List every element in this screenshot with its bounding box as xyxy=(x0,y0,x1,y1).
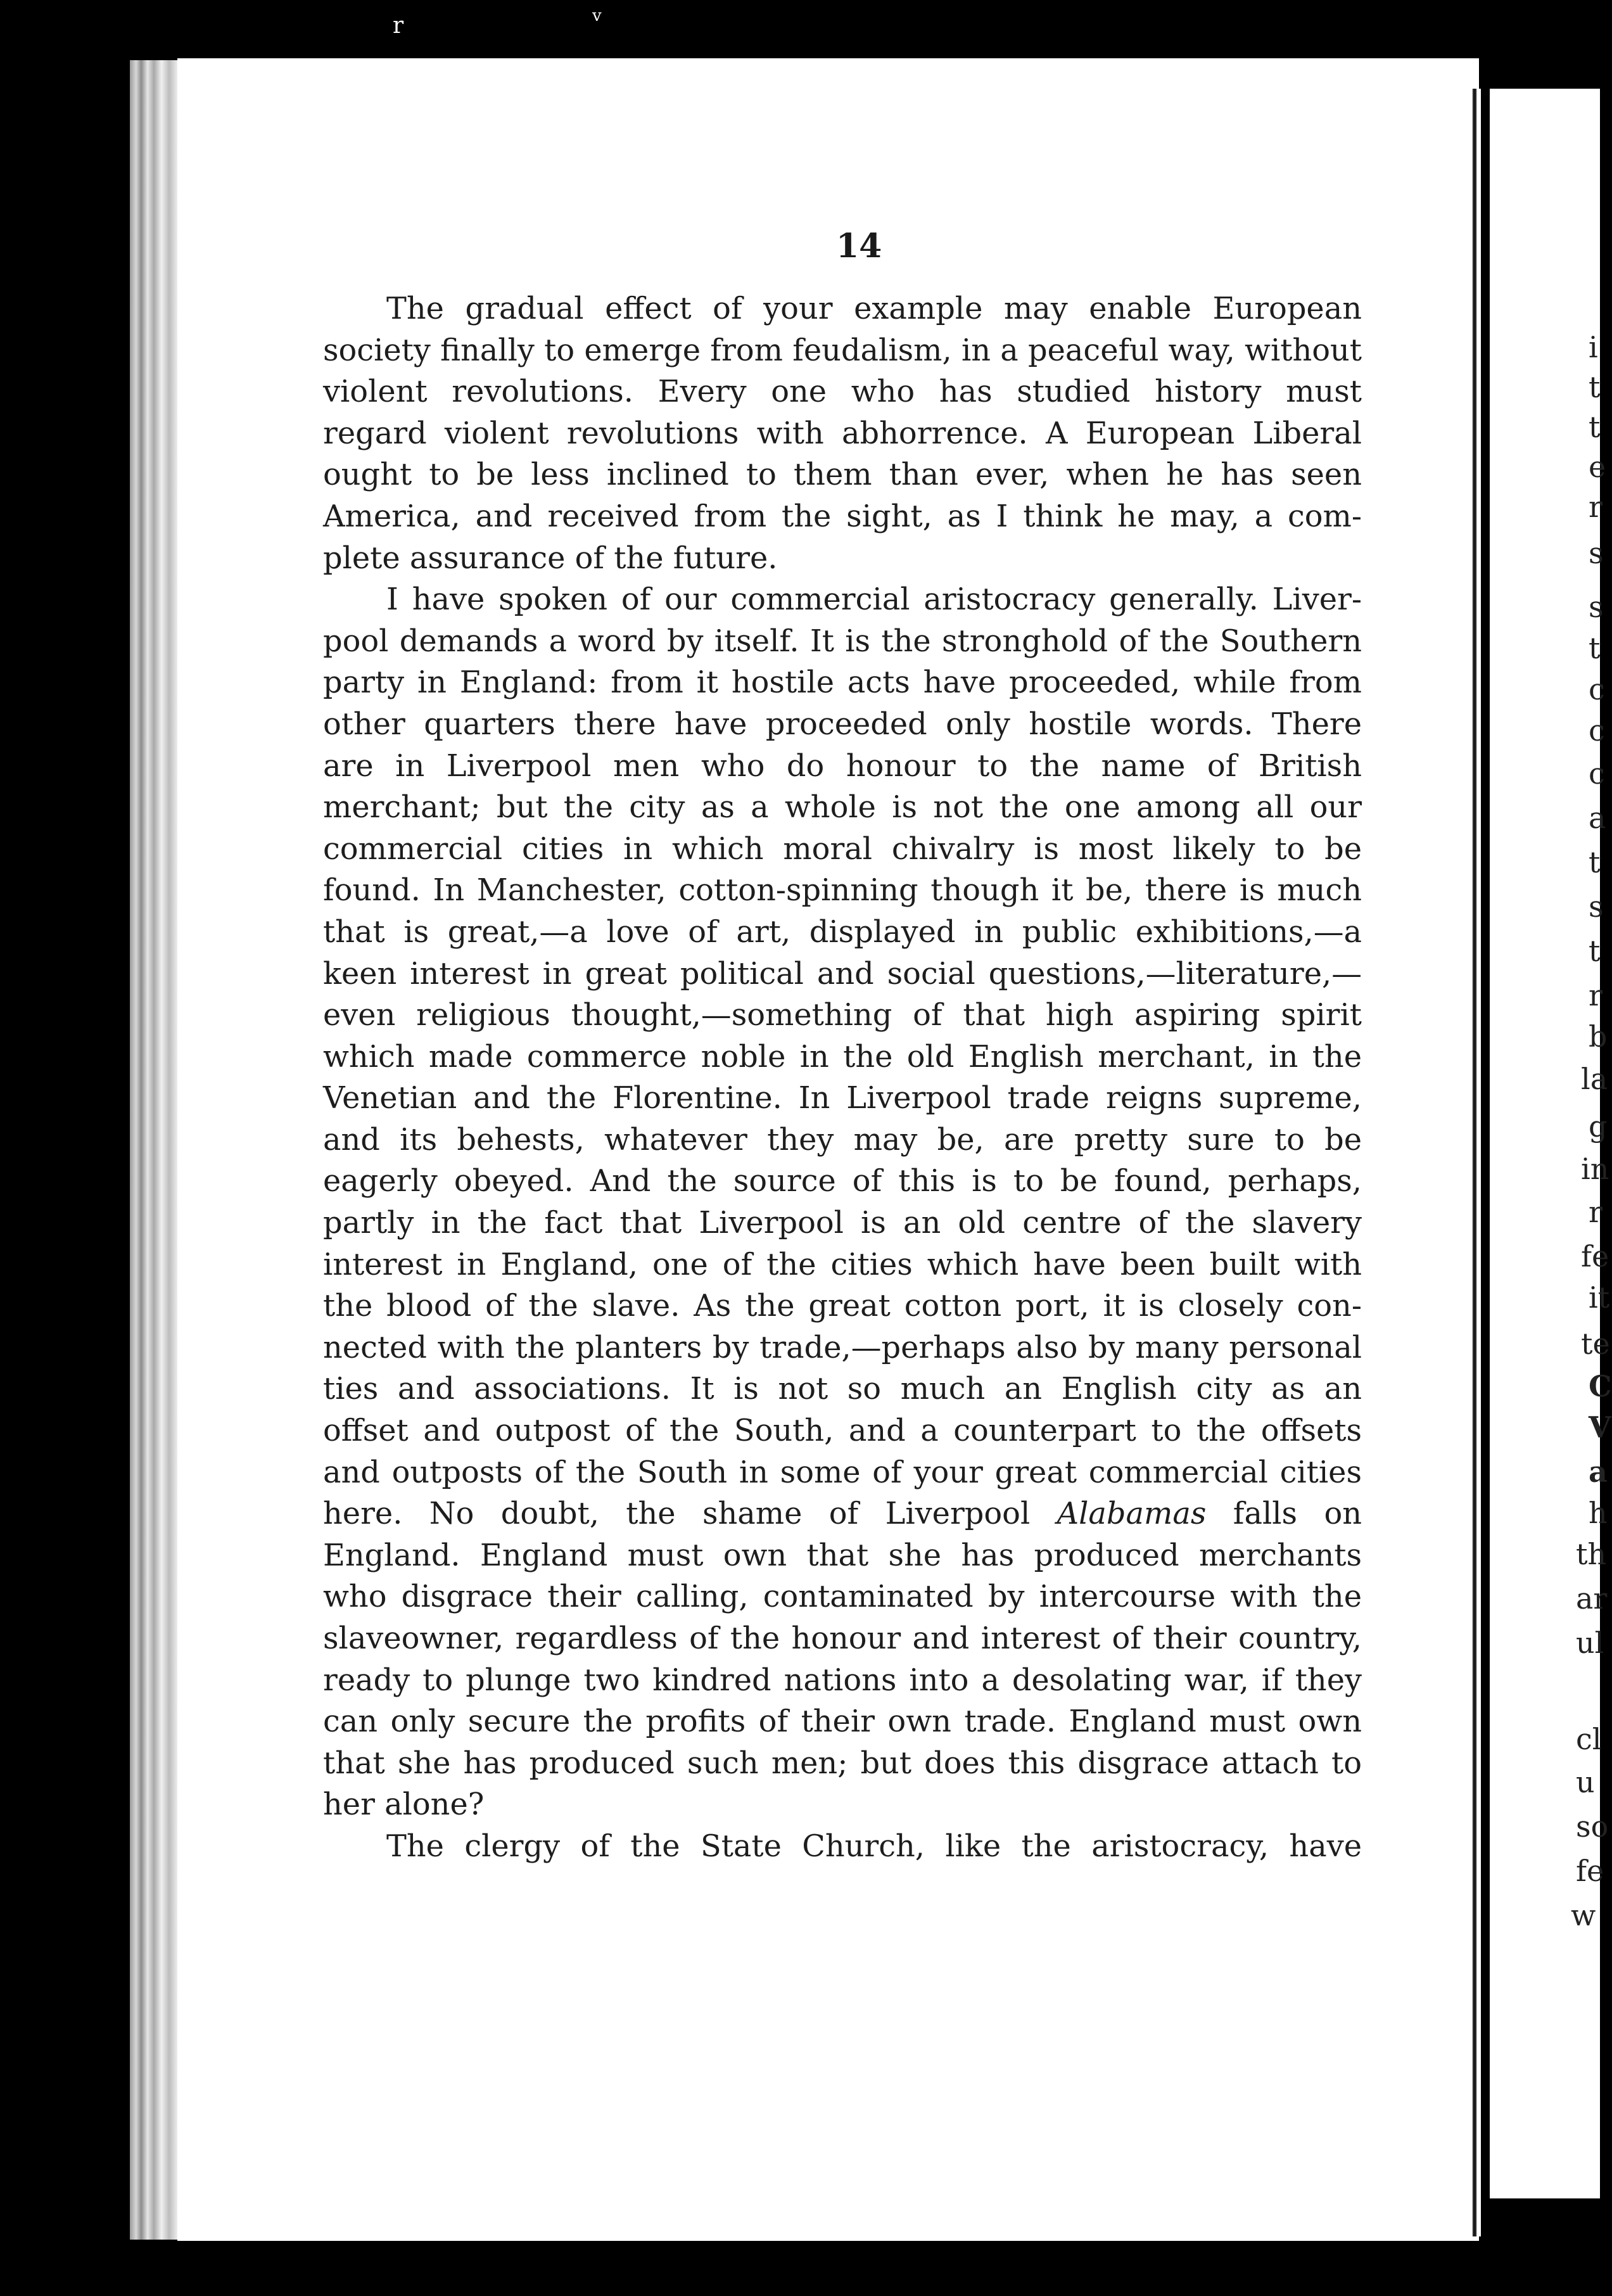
text-line: regard violent revolutions with abhorrence. A European Liberal xyxy=(323,416,1362,451)
facing-page-fragment: u xyxy=(1576,1765,1595,1799)
text-line: other quarters there have proceeded only hostile words. There xyxy=(323,706,1362,742)
facing-page-fragment: a xyxy=(1589,801,1606,835)
scan-mark: r xyxy=(393,13,404,39)
facing-page-fragment: s xyxy=(1589,590,1604,624)
text-line: found. In Manchester, cotton-spinning though it be, there is much xyxy=(323,873,1362,909)
text-line: that is great,—a love of art, displayed in public exhibitions,—a xyxy=(323,914,1362,950)
text-line: merchant; but the city as a whole is not the one among all our xyxy=(323,790,1362,826)
facing-page-fragment: t xyxy=(1589,934,1601,968)
facing-page-fragment: a xyxy=(1589,1455,1608,1489)
text-line: I have spoken of our commercial aristocracy generally. Liver- xyxy=(386,582,1362,618)
facing-page-fragment: r xyxy=(1589,490,1602,524)
text-line: The clergy of the State Church, like the aristocracy, have xyxy=(386,1828,1362,1864)
facing-page-fragment: th xyxy=(1576,1537,1607,1571)
body-text xyxy=(323,288,1362,1868)
facing-page-fragment: s xyxy=(1589,890,1604,924)
facing-page-fragment: i xyxy=(1589,330,1598,364)
facing-page-fragment: cl xyxy=(1576,1722,1602,1756)
facing-page-fragment: r xyxy=(1589,1195,1602,1229)
text-line: and its behests, whatever they may be, are pretty sure to be xyxy=(323,1122,1362,1158)
text-line: The gradual effect of your example may enable European xyxy=(386,291,1362,326)
text-segment: falls on xyxy=(1206,1496,1362,1532)
facing-page-fragment: s xyxy=(1589,536,1604,570)
facing-page-fragment: ul xyxy=(1576,1626,1604,1660)
text-line: partly in the fact that Liverpool is an old centre of the slavery xyxy=(323,1206,1362,1241)
text-line: the blood of the slave. As the great cotton port, it is closely con- xyxy=(323,1289,1362,1324)
text-line: eagerly obeyed. And the source of this is to be found, perhaps, xyxy=(323,1164,1362,1199)
text-line-alabamas xyxy=(323,1493,1362,1535)
text-line: ties and associations. It is not so much an English city as an xyxy=(323,1372,1362,1407)
facing-page-fragment: fe xyxy=(1581,1239,1609,1273)
text-line: that she has produced such men; but does this disgrace attach to xyxy=(323,1745,1362,1781)
facing-page-fragment: r xyxy=(1589,978,1602,1012)
facing-page-fragment: c xyxy=(1589,756,1605,791)
text-line: Venetian and the Florentine. In Liverpool trade reigns supreme, xyxy=(323,1081,1362,1116)
text-line: and outposts of the South in some of your great commercial cities xyxy=(323,1455,1362,1490)
text-line: England. England must own that she has produced merchants xyxy=(323,1538,1362,1573)
text-line: which made commerce noble in the old English merchant, in the xyxy=(323,1039,1362,1075)
facing-page-fragment: c xyxy=(1589,672,1605,706)
facing-page-fragment: te xyxy=(1581,1327,1610,1361)
facing-page-fragment: h xyxy=(1589,1496,1608,1530)
page-number: 14 xyxy=(836,227,882,265)
text-line: keen interest in great political and social questions,—literature,— xyxy=(323,956,1362,992)
text-line: ought to be less inclined to them than ever, when he has seen xyxy=(323,457,1362,493)
facing-page-fragment: c xyxy=(1589,713,1605,748)
text-line: interest in England, one of the cities which have been built with xyxy=(323,1247,1362,1282)
text-line: violent revolutions. Every one who has studied history must xyxy=(323,374,1362,410)
facing-page-fragment: la xyxy=(1581,1062,1608,1096)
text-segment: here. No doubt, the shame of Liverpool xyxy=(323,1496,1057,1532)
text-line: society finally to emerge from feudalism, in a peaceful way, without xyxy=(323,333,1362,368)
ship-name-italic: Alabamas xyxy=(1057,1496,1207,1532)
facing-page-fragment: b xyxy=(1589,1019,1608,1054)
text-line: ready to plunge two kindred nations into a desolating war, if they xyxy=(323,1662,1362,1698)
facing-page-fragment: fe xyxy=(1576,1854,1604,1888)
text-line: nected with the planters by trade,—perhaps also by many personal xyxy=(323,1330,1362,1365)
facing-page-fragment: e xyxy=(1589,450,1606,484)
facing-page-fragment: w xyxy=(1571,1898,1596,1932)
facing-page-fragment: in xyxy=(1581,1152,1609,1186)
facing-page-fragment: so xyxy=(1576,1809,1609,1844)
text-line: plete assurance of the future. xyxy=(323,540,778,576)
facing-page-fragment: ar xyxy=(1576,1581,1608,1616)
scan-mark: v xyxy=(592,6,602,25)
text-line: America, and received from the sight, as I think he may, a com- xyxy=(323,499,1362,534)
text-line: who disgrace their calling, contaminated by intercourse with the xyxy=(323,1579,1362,1615)
text-line: slaveowner, regardless of the honour and interest of their country, xyxy=(323,1621,1362,1656)
facing-page-fragment: it xyxy=(1589,1280,1610,1315)
text-line: are in Liverpool men who do honour to the name of British xyxy=(323,748,1362,784)
page-gutter-edge xyxy=(1457,89,1481,2236)
facing-page-fragment: t xyxy=(1589,631,1601,665)
text-line: can only secure the profits of their own trade. England must own xyxy=(323,1704,1362,1740)
text-line: party in England: from it hostile acts have proceeded, while from xyxy=(323,665,1362,701)
text-line: even religious thought,—something of that high aspiring spirit xyxy=(323,998,1362,1033)
facing-page-fragment: t xyxy=(1589,410,1601,444)
facing-page-fragment: t xyxy=(1589,845,1601,879)
facing-page-fragment: C xyxy=(1589,1369,1612,1403)
facing-page-fragment: V xyxy=(1589,1410,1611,1445)
text-line: commercial cities in which moral chivalry is most likely to be xyxy=(323,831,1362,867)
facing-page-fragment: t xyxy=(1589,370,1601,404)
text-line: pool demands a word by itself. It is the stronghold of the Southern xyxy=(323,623,1362,659)
text-line: her alone? xyxy=(323,1787,485,1823)
text-line: offset and outpost of the South, and a counterpart to the offsets xyxy=(323,1413,1362,1449)
book-binding-edge xyxy=(130,60,181,2240)
facing-page-fragment: g xyxy=(1589,1109,1608,1144)
